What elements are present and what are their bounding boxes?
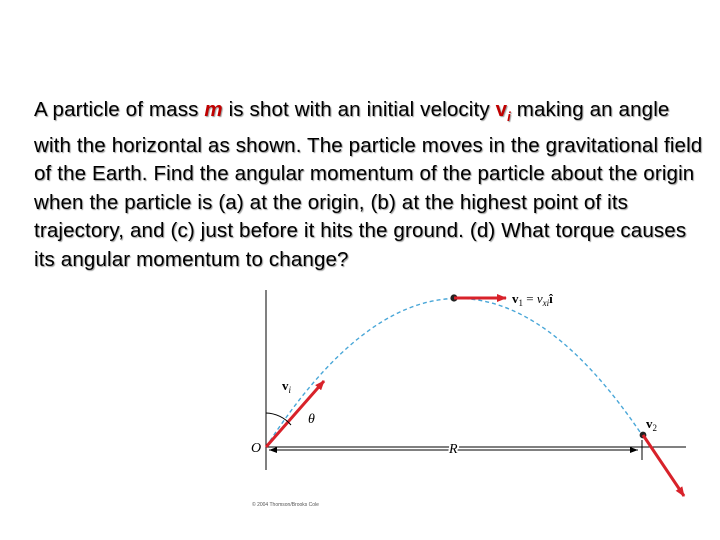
range-label: R — [449, 442, 458, 457]
velocity-letter: v — [495, 98, 508, 121]
copyright-text: © 2004 Thomson/Brooks Cole — [252, 502, 319, 508]
v2-label: $v_2$ — [646, 416, 657, 433]
problem-statement — [34, 96, 704, 275]
v2-arrow — [643, 435, 684, 496]
velocity-subscript: i — [507, 109, 511, 125]
problem-text-1: A particle of mass — [34, 98, 205, 121]
initial-velocity-symbol — [495, 98, 511, 125]
trajectory-path — [266, 298, 642, 447]
projectile-figure — [240, 280, 700, 512]
problem-text-2: is shot with an initial velocity — [222, 98, 496, 121]
origin-label: O — [251, 441, 262, 456]
theta-label: θ — [308, 412, 315, 427]
problem-text-3: making an angle with the horizontal as shown. The particle moves in the gravitational field of the Earth. Find the angular momentum of the particle about the origin when the particle is (a) at the origin, (b) at the highest point of its trajectory, and (c) just before it hits the ground. (d) What torque causes its angular momentum to change? — [34, 98, 703, 272]
projectile-diagram — [240, 280, 700, 512]
vi-label: $v_i$ — [282, 378, 292, 395]
v1-label: $v_1$ = $v_{xi}î$ — [512, 291, 553, 308]
mass-symbol: m — [204, 98, 223, 121]
